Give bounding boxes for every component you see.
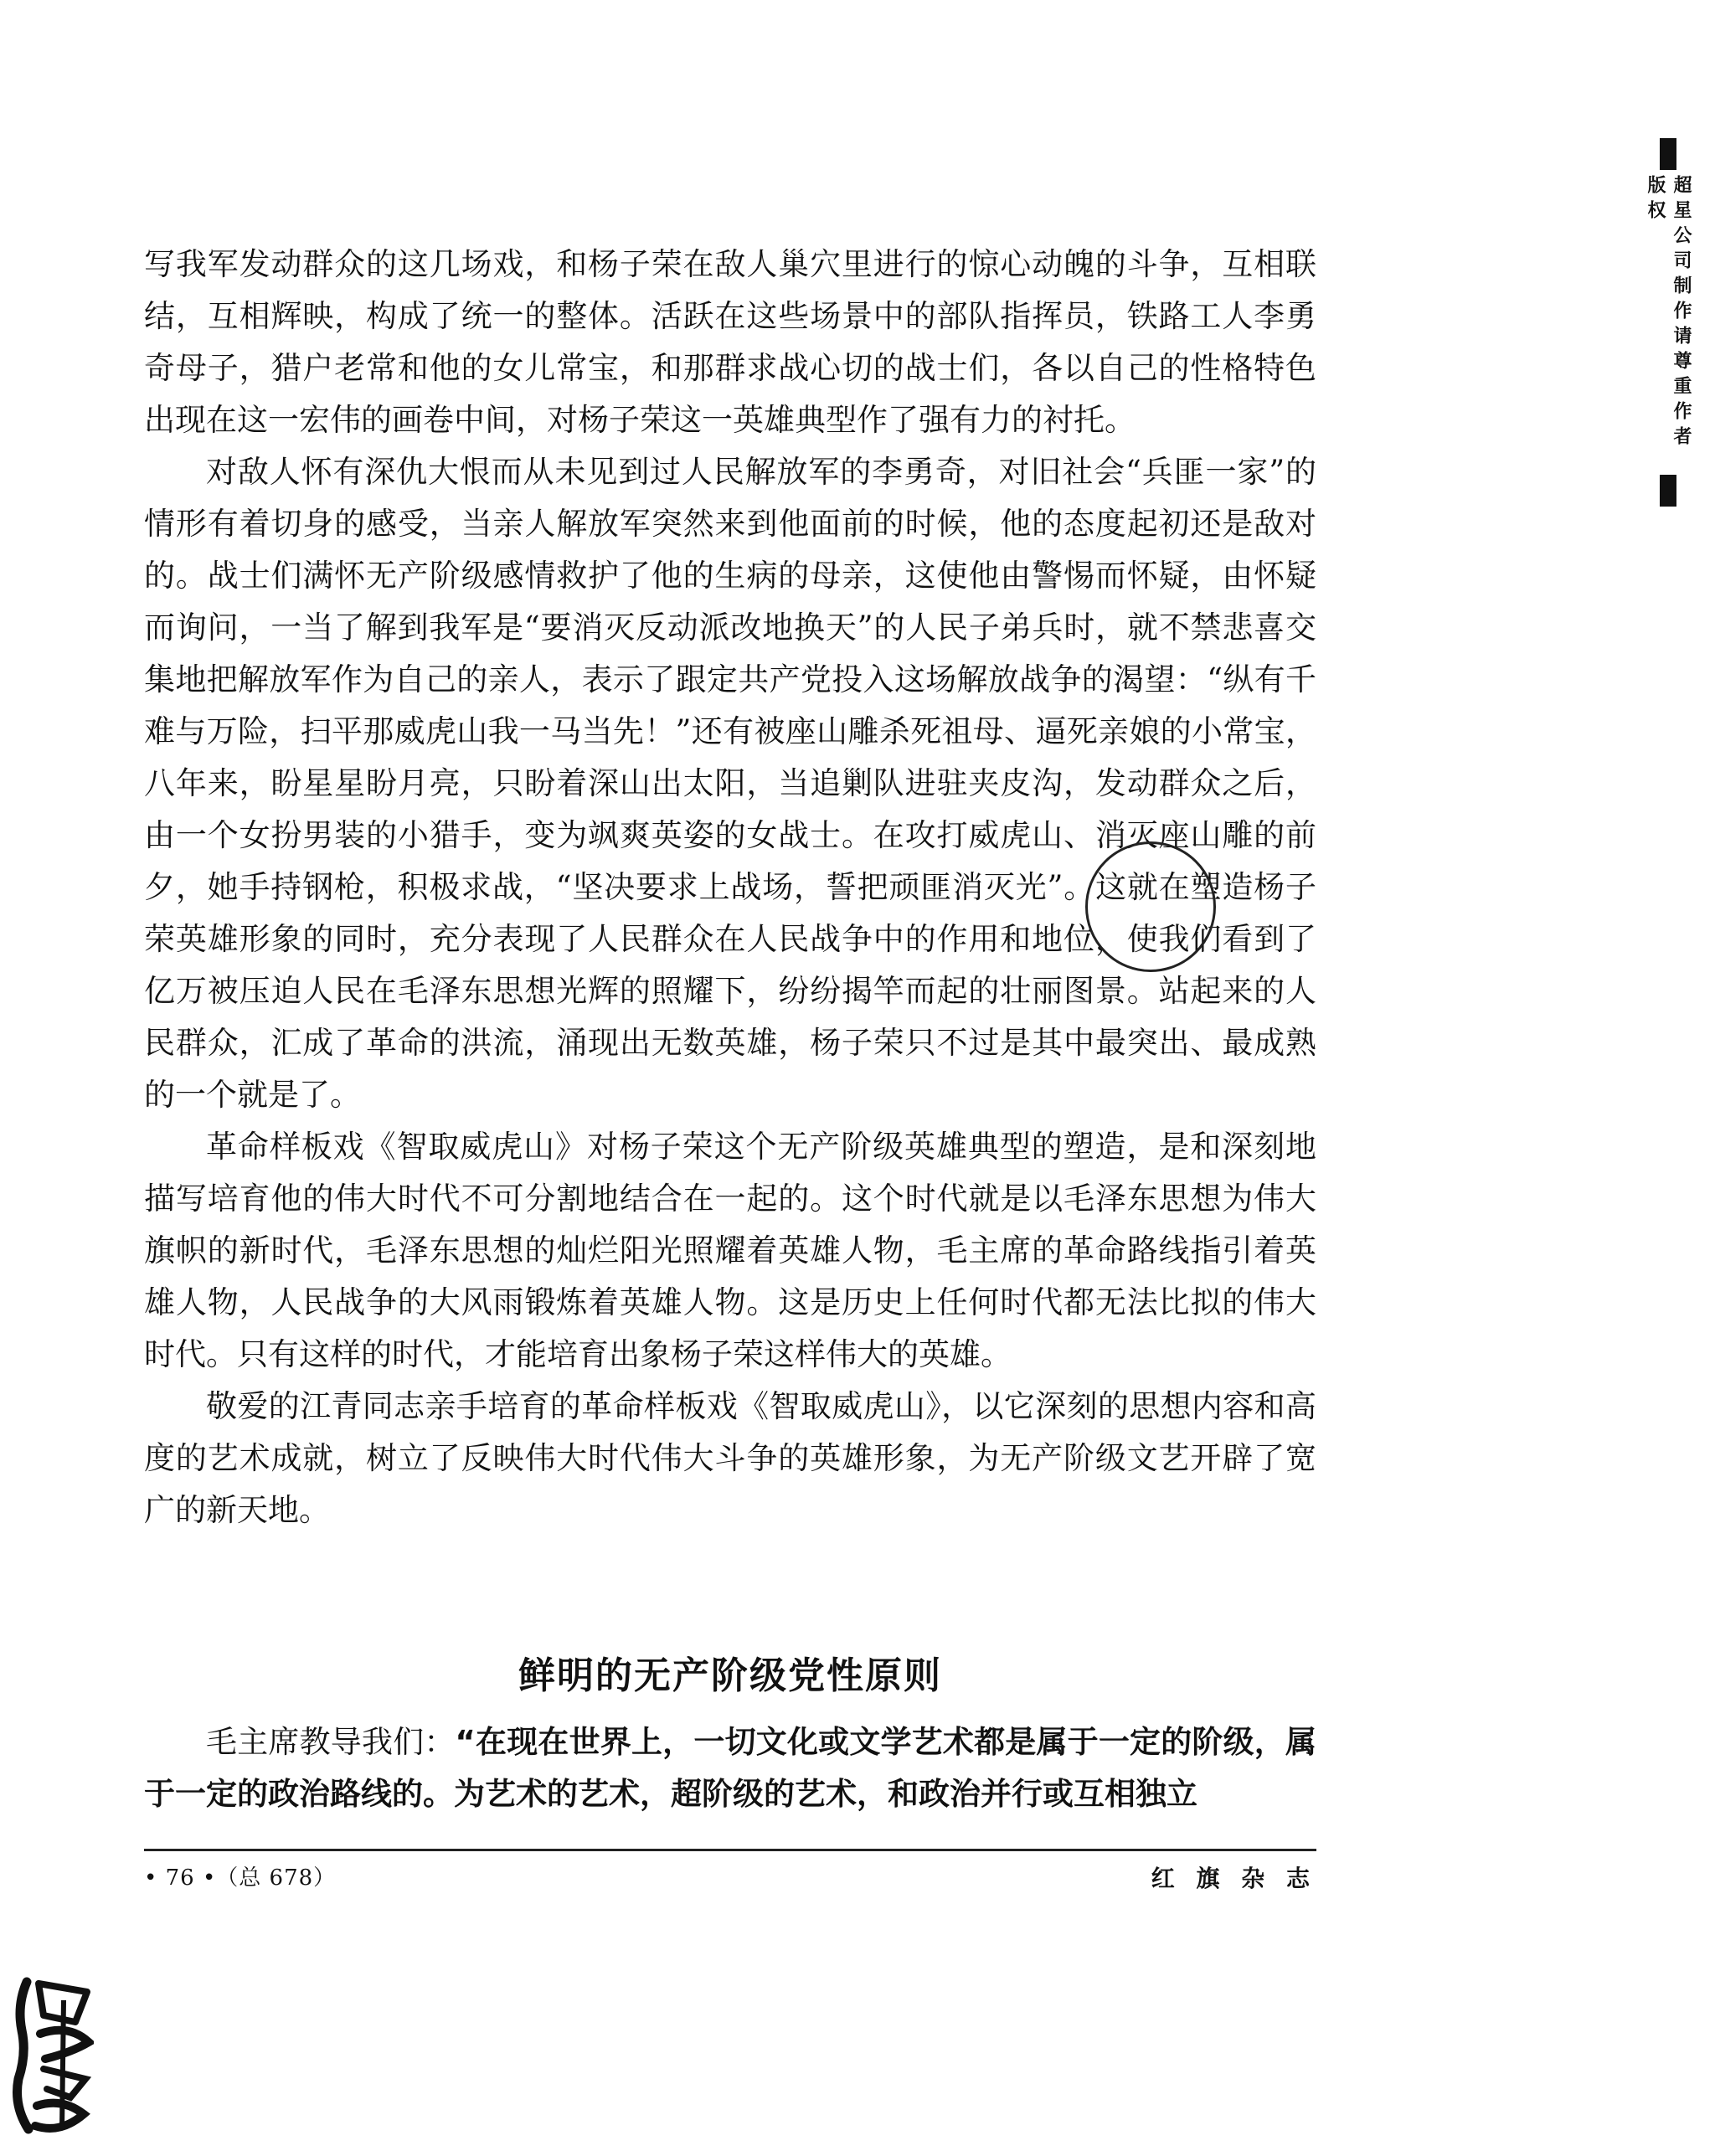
page-number: • 76 •（总 678）	[144, 1865, 337, 1891]
journal-name: 红 旗 杂 志	[1151, 1865, 1316, 1892]
quote-paragraph-text	[144, 1716, 1316, 1820]
notice-bar-top	[1660, 138, 1676, 170]
quote-intro: 毛主席教导我们：	[206, 1724, 456, 1760]
paragraph-1: 写我军发动群众的这几场戏，和杨子荣在敌人巢穴里进行的惊心动魄的斗争，互相联结，互相辉映，构成了统一的整体。活跃在这些场景中的部队指挥员，铁路工人李勇奇母子，猎户老常和他的女儿常宝，和那群求战心切的战士们，各以自己的性格特色出现在这一宏伟的画卷中间，对杨子荣这一英雄典型作了强有力的衬托。	[144, 246, 1316, 438]
library-seal-stamp-icon	[10, 1972, 94, 2139]
paragraph-4: 敬爱的江青同志亲手培育的革命样板戏《智取威虎山》，以它深刻的思想内容和高度的艺术成就，树立了反映伟大时代伟大斗争的英雄形象，为无产阶级文艺开辟了宽广的新天地。	[144, 1388, 1316, 1528]
quote-text: “在现在世界上，一切文化或文学艺术都是属于一定的阶级，属于一定的政治路线的。为艺术的艺术，超阶级的艺术，和政治并行或互相独立	[144, 1724, 1316, 1812]
quote-paragraph	[144, 1716, 1316, 1820]
paragraph-3: 革命样板戏《智取威虎山》对杨子荣这个无产阶级英雄典型的塑造，是和深刻地描写培育他的伟大时代不可分割地结合在一起的。这个时代就是以毛泽东思想为伟大旗帜的新时代，毛泽东思想的灿烂阳光照耀着英雄人物，毛主席的革命路线指引着英雄人物，人民战争的大风雨锻炼着英雄人物。这是历史上任何时代都无法比拟的伟大时代。只有这样的时代，才能培育出象杨子荣这样伟大的英雄。	[144, 1129, 1316, 1372]
copyright-notice-text: 超星公司制作请尊重作者版权	[1645, 175, 1692, 451]
copyright-notice	[1645, 138, 1692, 507]
section-heading: 鲜明的无产阶级党性原则	[518, 1654, 942, 1697]
footer-rule	[144, 1849, 1316, 1851]
handwritten-circle-mark	[1085, 841, 1216, 972]
paragraph-2: 对敌人怀有深仇大恨而从未见到过人民解放军的李勇奇，对旧社会“兵匪一家”的情形有着切身的感受，当亲人解放军突然来到他面前的时候，他的态度起初还是敌对的。战士们满怀无产阶级感情救护了他的生病的母亲，这使他由警惕而怀疑，由怀疑而询问，一当了解到我军是“要消灭反动派改地换天”的人民子弟兵时，就不禁悲喜交集地把解放军作为自己的亲人，表示了跟定共产党投入这场解放战争的渴望：“纵有千难与万险，扫平那威虎山我一马当先！”还有被座山雕杀死祖母、逼死亲娘的小常宝，八年来，盼星星盼月亮，只盼着深山出太阳，当追剿队进驻夹皮沟，发动群众之后，由一个女扮男装的小猎手，变为飒爽英姿的女战士。在攻打威虎山、消灭座山雕的前夕，她手持钢枪，积极求战，“坚决要求上战场，誓把顽匪消灭光”。这就在塑造杨子荣英雄形象的同时，充分表现了人民群众在人民战争中的作用和地位，使我们看到了亿万被压迫人民在毛泽东思想光辉的照耀下，纷纷揭竿而起的壮丽图景。站起来的人民群众，汇成了革命的洪流，涌现出无数英雄，杨子荣只不过是其中最突出、最成熟的一个就是了。	[144, 454, 1316, 1113]
notice-bar-bottom	[1660, 475, 1676, 507]
